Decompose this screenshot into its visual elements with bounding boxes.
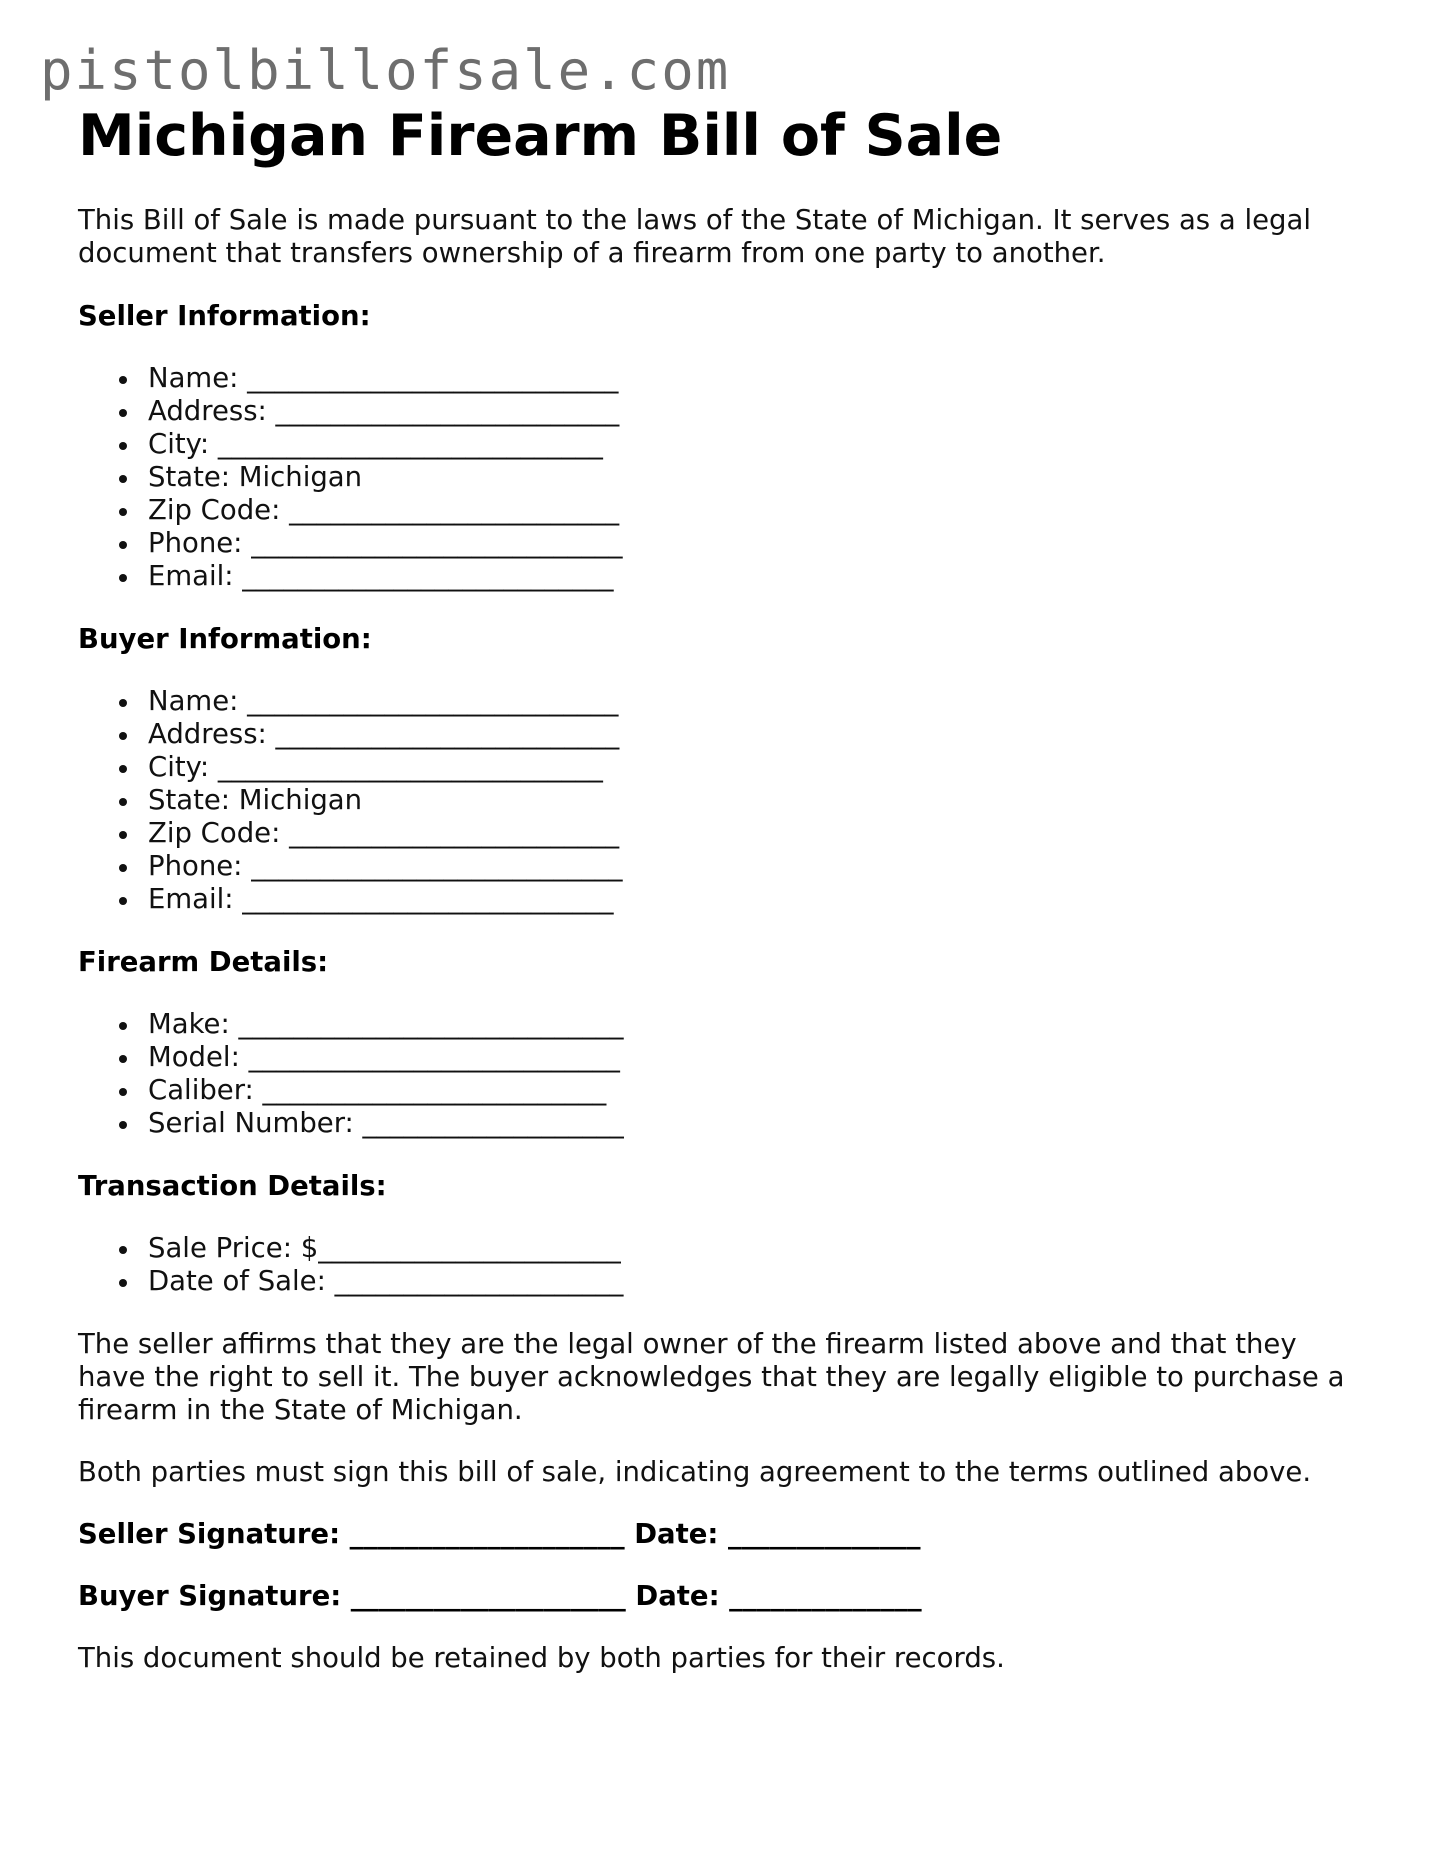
seller-city-field: City: ____________________________ xyxy=(148,428,1358,461)
intro-paragraph: This Bill of Sale is made pursuant to the laws of the State of Michigan. It serves as a legal document that transfers ownership of a firearm from one party to another. xyxy=(78,204,1311,269)
seller-signature-line: Seller Signature: ____________________ Date: ______________ xyxy=(78,1518,921,1550)
bill-of-sale-document xyxy=(78,100,1358,1675)
buyer-section-heading: Buyer Information: xyxy=(78,623,372,655)
seller-fields-list xyxy=(78,362,1358,593)
seller-address-field: Address: _________________________ xyxy=(148,395,1358,428)
transaction-fields-list xyxy=(78,1232,1358,1298)
buyer-name-field: Name: ___________________________ xyxy=(148,685,1358,718)
buyer-signature-line: Buyer Signature: ____________________ Date: ______________ xyxy=(78,1580,922,1612)
firearm-section-heading: Firearm Details: xyxy=(78,946,329,978)
firearm-serial-field: Serial Number: ___________________ xyxy=(148,1107,1358,1140)
affirmation-paragraph: The seller affirms that they are the legal owner of the firearm listed above and that they have the right to sell it. The buyer acknowledges that they are legally eligible to purchase a firearm in the State of Michigan. xyxy=(78,1328,1345,1426)
seller-name-field: Name: ___________________________ xyxy=(148,362,1358,395)
seller-email-field: Email: ___________________________ xyxy=(148,560,1358,593)
seller-phone-field: Phone: ___________________________ xyxy=(148,527,1358,560)
buyer-phone-field: Phone: ___________________________ xyxy=(148,850,1358,883)
buyer-state-field: State: Michigan xyxy=(148,784,1358,817)
sale-date-field: Date of Sale: _____________________ xyxy=(148,1265,1358,1298)
seller-section-heading: Seller Information: xyxy=(78,300,371,332)
buyer-address-field: Address: _________________________ xyxy=(148,718,1358,751)
document-title: Michigan Firearm Bill of Sale xyxy=(78,103,1003,169)
firearm-make-field: Make: ____________________________ xyxy=(148,1008,1358,1041)
firearm-model-field: Model: ___________________________ xyxy=(148,1041,1358,1074)
firearm-caliber-field: Caliber: _________________________ xyxy=(148,1074,1358,1107)
retention-note: This document should be retained by both parties for their records. xyxy=(78,1642,1005,1674)
buyer-city-field: City: ____________________________ xyxy=(148,751,1358,784)
buyer-email-field: Email: ___________________________ xyxy=(148,883,1358,916)
buyer-fields-list xyxy=(78,685,1358,916)
signing-note-paragraph: Both parties must sign this bill of sale, indicating agreement to the terms outlined above. xyxy=(78,1456,1312,1488)
site-watermark: pistolbillofsale.com xyxy=(40,39,731,102)
seller-zip-field: Zip Code: ________________________ xyxy=(148,494,1358,527)
transaction-section-heading: Transaction Details: xyxy=(78,1170,387,1202)
sale-price-field: Sale Price: $______________________ xyxy=(148,1232,1358,1265)
firearm-fields-list xyxy=(78,1008,1358,1140)
seller-state-field: State: Michigan xyxy=(148,461,1358,494)
buyer-zip-field: Zip Code: ________________________ xyxy=(148,817,1358,850)
